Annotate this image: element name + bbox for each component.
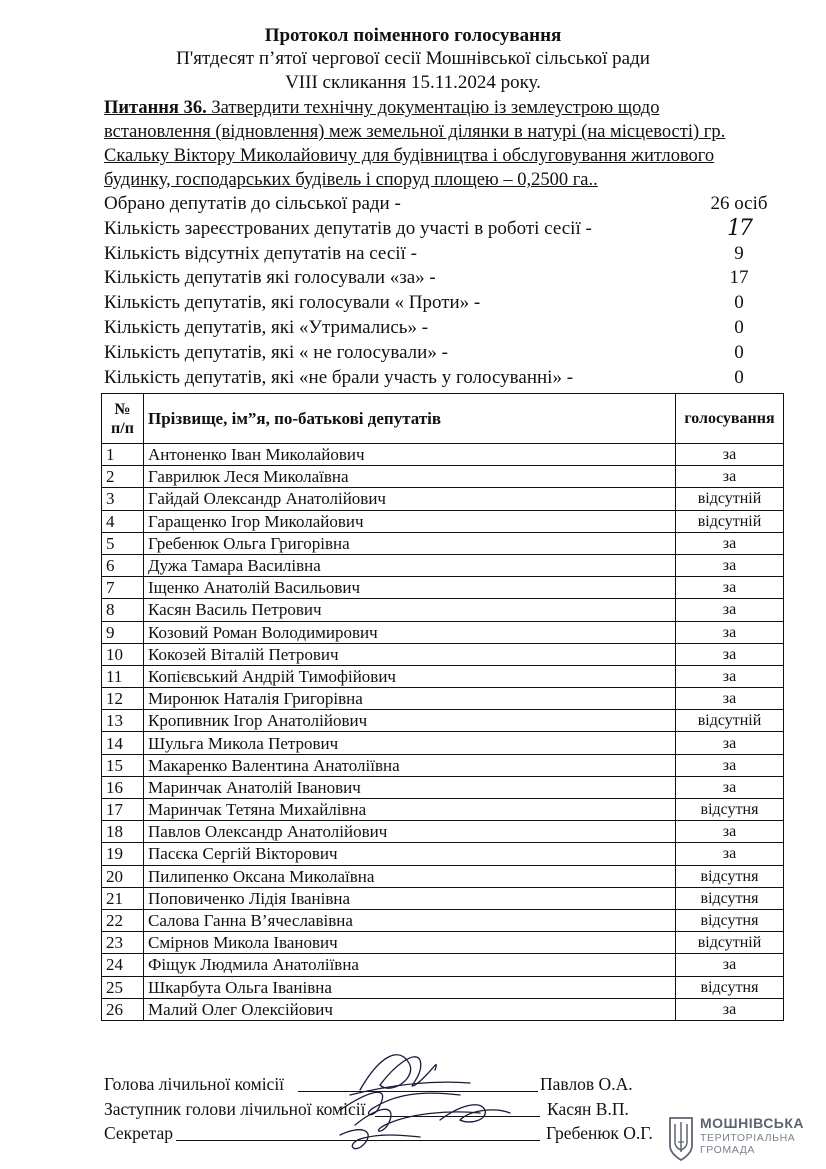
deputy-name: Пасєка Сергій Вікторович: [144, 843, 676, 865]
session-subtitle: П'ятдесят п’ятої чергової сесії Мошнівської сільської ради: [176, 48, 650, 69]
stat-label: Кількість відсутніх депутатів на сесії -: [104, 242, 417, 264]
vote-result: відсутня: [676, 909, 784, 931]
row-number: 3: [102, 488, 144, 510]
table-row: [102, 488, 784, 510]
column-header-number: № п/п: [102, 394, 144, 444]
vote-result: за: [676, 466, 784, 488]
vote-result: за: [676, 643, 784, 665]
vote-result: відсутній: [676, 510, 784, 532]
row-number: 7: [102, 577, 144, 599]
stat-label: Кількість депутатів які голосували «за» -: [104, 267, 436, 289]
vote-result: відсутня: [676, 799, 784, 821]
deputy-name: Дужа Тамара Василівна: [144, 554, 676, 576]
deputy-name: Пилипенко Оксана Миколаївна: [144, 865, 676, 887]
table-row: [102, 776, 784, 798]
vote-result: за: [676, 688, 784, 710]
row-number: 10: [102, 643, 144, 665]
row-number: 22: [102, 909, 144, 931]
deputy-name: Касян Василь Петрович: [144, 599, 676, 621]
vote-result: за: [676, 843, 784, 865]
deputy-name: Гаращенко Ігор Миколайович: [144, 510, 676, 532]
vote-result: за: [676, 776, 784, 798]
convocation-date: VIII скликання 15.11.2024 року.: [285, 72, 541, 93]
row-number: 25: [102, 976, 144, 998]
table-row: [102, 865, 784, 887]
vote-result: відсутній: [676, 488, 784, 510]
row-number: 14: [102, 732, 144, 754]
stat-row: [104, 192, 784, 217]
vote-result: за: [676, 621, 784, 643]
row-number: 9: [102, 621, 144, 643]
vote-result: за: [676, 444, 784, 466]
table-row: [102, 643, 784, 665]
chair-name: Павлов О.А.: [540, 1074, 633, 1094]
row-number: 17: [102, 799, 144, 821]
stat-value: 0: [734, 341, 744, 363]
vote-result: відсутня: [676, 976, 784, 998]
stat-value: 0: [734, 316, 744, 338]
vote-result: за: [676, 754, 784, 776]
deputy-name: Малий Олег Олексійович: [144, 998, 676, 1020]
table-row: [102, 599, 784, 621]
table-row: [102, 754, 784, 776]
handwritten-signatures: [320, 1035, 540, 1165]
deputy-name: Поповиченко Лідія Іванівна: [144, 887, 676, 909]
stat-row: [104, 266, 784, 291]
deputy-name: Фіщук Людмила Анатоліївна: [144, 954, 676, 976]
deputy-name: Макаренко Валентина Анатоліївна: [144, 754, 676, 776]
table-row: [102, 954, 784, 976]
row-number: 19: [102, 843, 144, 865]
question-description: Затвердити технічну документацію із землеустрою щодо встановлення (відновлення) меж земельної ділянки в натурі (на місцевості) гр. Скальку Віктору Миколайовичу для будівництва і обслуговування житлового будинку, господарських будівель і споруд площею – 0,2500 га..: [104, 98, 726, 190]
deputy-name: Касян В.П.: [547, 1099, 629, 1119]
column-header-vote: голосування: [676, 394, 784, 444]
row-number: 21: [102, 887, 144, 909]
deputy-name: Маринчак Тетяна Михайлівна: [144, 799, 676, 821]
stat-value: 9: [734, 242, 744, 264]
table-row: [102, 732, 784, 754]
table-row: [102, 998, 784, 1020]
deputy-name: Гребенюк Ольга Григорівна: [144, 532, 676, 554]
table-row: [102, 887, 784, 909]
stat-label: Обрано депутатів до сільської ради -: [104, 193, 401, 214]
deputy-name: Павлов Олександр Анатолійович: [144, 821, 676, 843]
table-row: [102, 510, 784, 532]
stat-label: Кількість зареєстрованих депутатів до участі в роботі сесії -: [104, 217, 592, 239]
logo-line-2: ТЕРИТОРІАЛЬНА: [700, 1132, 796, 1144]
row-number: 2: [102, 466, 144, 488]
deputy-name: Кропивник Ігор Анатолійович: [144, 710, 676, 732]
table-row: [102, 621, 784, 643]
vote-result: за: [676, 998, 784, 1020]
row-number: 1: [102, 444, 144, 466]
row-number: 8: [102, 599, 144, 621]
stat-row: [104, 366, 784, 391]
stat-row: [104, 242, 784, 267]
vote-result: відсутня: [676, 887, 784, 909]
deputy-label: Заступник голови лічильної комісії: [104, 1099, 366, 1119]
logo-subtitle: [700, 1132, 795, 1156]
secretary-name: Гребенюк О.Г.: [546, 1123, 653, 1143]
row-number: 23: [102, 932, 144, 954]
row-number: 4: [102, 510, 144, 532]
deputy-name: Смірнов Микола Іванович: [144, 932, 676, 954]
table-header-row: [102, 394, 784, 444]
chair-label: Голова лічильної комісії: [104, 1074, 285, 1094]
deputy-name: Шульга Микола Петрович: [144, 732, 676, 754]
deputy-name: Гаврилюк Леся Миколаївна: [144, 466, 676, 488]
table-row: [102, 554, 784, 576]
stat-label: Кількість депутатів, які « не голосували» -: [104, 341, 448, 363]
vote-result: відсутня: [676, 865, 784, 887]
vote-statistics: [104, 192, 784, 390]
column-header-name: Прізвище, ім”я, по-батькові депутатів: [144, 394, 676, 444]
deputy-name: Козовий Роман Володимирович: [144, 621, 676, 643]
stat-row: [104, 341, 784, 366]
deputy-name: Шкарбута Ольга Іванівна: [144, 976, 676, 998]
question-label: Питання 36.: [104, 98, 207, 118]
deputy-name: Салова Ганна В’ячеславівна: [144, 909, 676, 931]
row-number: 20: [102, 865, 144, 887]
row-number: 15: [102, 754, 144, 776]
row-number: 11: [102, 665, 144, 687]
vote-result: за: [676, 821, 784, 843]
table-row: [102, 688, 784, 710]
deputy-name: Маринчак Анатолій Іванович: [144, 776, 676, 798]
table-row: [102, 821, 784, 843]
stat-value: 26 осіб: [710, 193, 768, 214]
question-text-block: [104, 96, 769, 192]
vote-result: за: [676, 577, 784, 599]
stat-label: Кількість депутатів, які «Утримались» -: [104, 316, 429, 338]
stat-value: 0: [734, 366, 744, 388]
row-number: 16: [102, 776, 144, 798]
row-number: 6: [102, 554, 144, 576]
table-row: [102, 710, 784, 732]
stat-value: 0: [734, 292, 744, 314]
table-row: [102, 466, 784, 488]
table-row: [102, 976, 784, 998]
stat-label: Кількість депутатів, які голосували « Проти» -: [104, 292, 481, 314]
trident-emblem-icon: [670, 1118, 692, 1160]
table-row: [102, 665, 784, 687]
secretary-label: Секретар: [104, 1123, 174, 1143]
vote-result: за: [676, 732, 784, 754]
stat-row: [104, 217, 784, 242]
vote-result: за: [676, 665, 784, 687]
row-number: 26: [102, 998, 144, 1020]
row-number: 5: [102, 532, 144, 554]
row-number: 13: [102, 710, 144, 732]
stat-row: [104, 291, 784, 316]
deputy-name: Кокозей Віталій Петрович: [144, 643, 676, 665]
vote-result: відсутній: [676, 932, 784, 954]
table-row: [102, 909, 784, 931]
logo-line-3: ГРОМАДА: [700, 1144, 756, 1156]
stat-row: [104, 316, 784, 341]
row-number: 24: [102, 954, 144, 976]
table-row: [102, 577, 784, 599]
table-body: [102, 444, 784, 1021]
table-row: [102, 444, 784, 466]
deputy-name: Миронюк Наталія Григорівна: [144, 688, 676, 710]
table-row: [102, 532, 784, 554]
vote-result: за: [676, 532, 784, 554]
deputy-name: Копієвський Андрій Тимофійович: [144, 665, 676, 687]
roll-call-table: [101, 393, 784, 1021]
vote-result: за: [676, 599, 784, 621]
deputy-name: Антоненко Іван Миколайович: [144, 444, 676, 466]
vote-result: відсутній: [676, 710, 784, 732]
stat-value: 17: [729, 267, 749, 289]
table-row: [102, 799, 784, 821]
table-row: [102, 932, 784, 954]
table-row: [102, 843, 784, 865]
vote-result: за: [676, 554, 784, 576]
row-number: 12: [102, 688, 144, 710]
stat-label: Кількість депутатів, які «не брали участь у голосуванні» -: [104, 366, 574, 388]
vote-result: за: [676, 954, 784, 976]
deputy-name: Іщенко Анатолій Васильович: [144, 577, 676, 599]
page-title: Протокол поіменного голосування: [264, 25, 562, 46]
stat-value-handwritten: 17: [727, 215, 751, 241]
deputy-name: Гайдай Олександр Анатолійович: [144, 488, 676, 510]
row-number: 18: [102, 821, 144, 843]
logo-title: МОШНІВСЬКА: [700, 1115, 805, 1131]
